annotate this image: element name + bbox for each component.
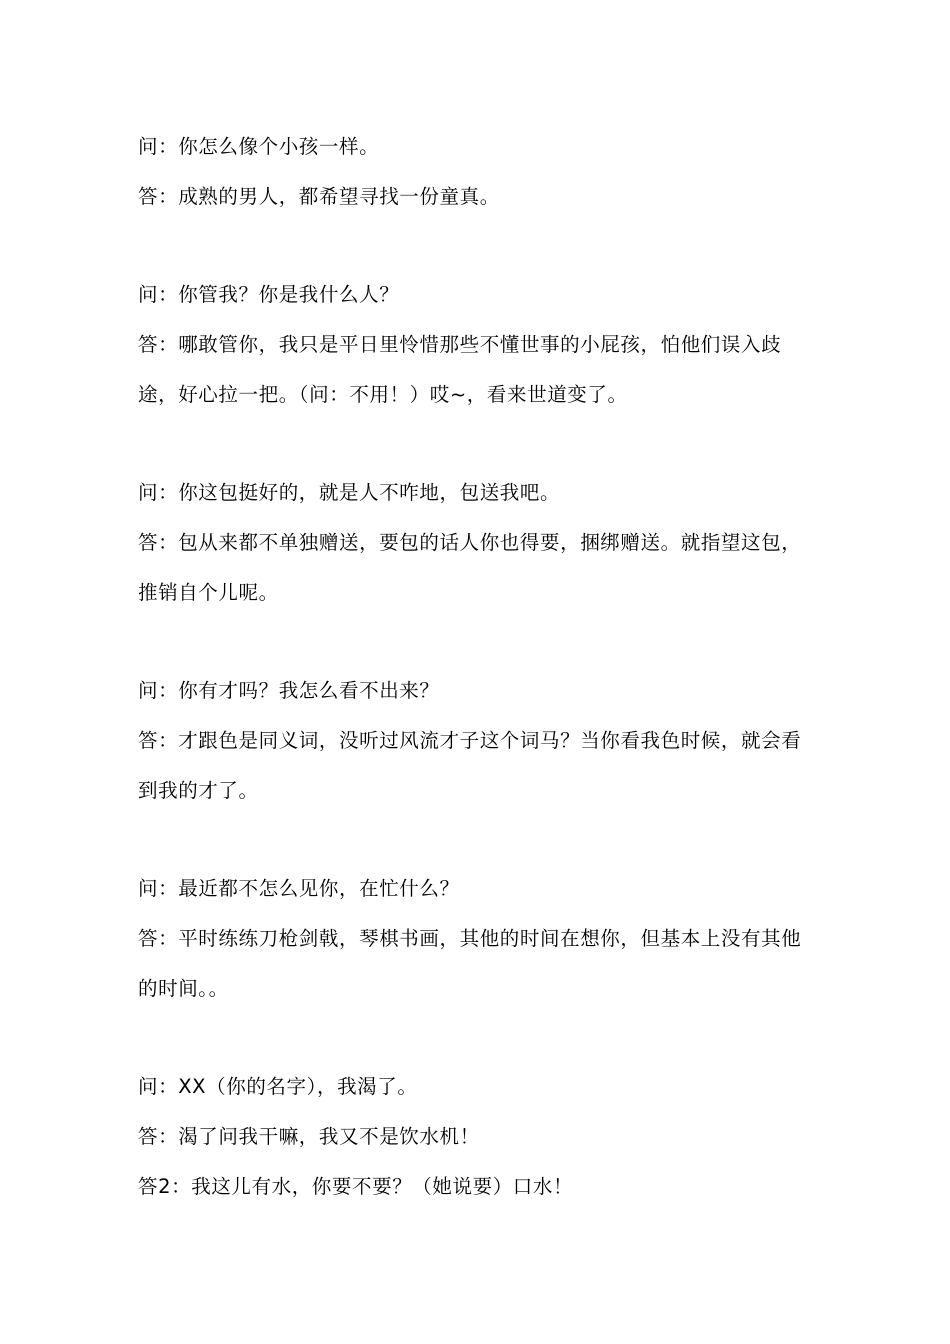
qa-block — [138, 270, 818, 420]
qa-block — [138, 122, 818, 222]
block-spacer — [138, 420, 818, 468]
question-text: 问：你怎么像个小孩一样。 — [138, 135, 380, 158]
qa-block — [138, 1062, 818, 1212]
qa-block — [138, 864, 818, 1014]
question-text: 问：你这包挺好的，就是人不咋地，包送我吧。 — [138, 481, 561, 504]
answer-text: 答：渴了问我干嘛，我又不是饮水机！ — [138, 1125, 480, 1148]
answer-text: 答：成熟的男人，都希望寻找一份童真。 — [138, 185, 500, 208]
question-text: 问：最近都不怎么见你，在忙什么？ — [138, 877, 460, 900]
answer-text: 答：包从来都不单独赠送，要包的话人你也得要，捆绑赠送。就指望这包，推销自个儿呢。 — [138, 531, 802, 604]
qa-block — [138, 468, 818, 618]
block-spacer — [138, 618, 818, 666]
qa-block — [138, 666, 818, 816]
answer-text: 答：平时练练刀枪剑戟，琴棋书画，其他的时间在想你，但基本上没有其他的时间。。 — [138, 927, 802, 1000]
block-spacer — [138, 222, 818, 270]
answer-text-alt: 答2：我这儿有水，你要不要？（她说要）口水！ — [138, 1175, 574, 1198]
answer-text: 答：才跟色是同义词，没听过风流才子这个词马？当你看我色时候，就会看到我的才了。 — [138, 729, 802, 802]
answer-text: 答：哪敢管你，我只是平日里怜惜那些不懂世事的小屁孩，怕他们误入歧途，好心拉一把。（问：不用！）哎~，看来世道变了。 — [138, 333, 782, 406]
question-text: 问：你有才吗？我怎么看不出来？ — [138, 679, 440, 702]
block-spacer — [138, 1014, 818, 1062]
block-spacer — [138, 816, 818, 864]
question-text: 问：XX（你的名字），我渴了。 — [138, 1075, 418, 1098]
question-text: 问：你管我？你是我什么人？ — [138, 283, 400, 306]
document-body — [138, 122, 818, 1212]
